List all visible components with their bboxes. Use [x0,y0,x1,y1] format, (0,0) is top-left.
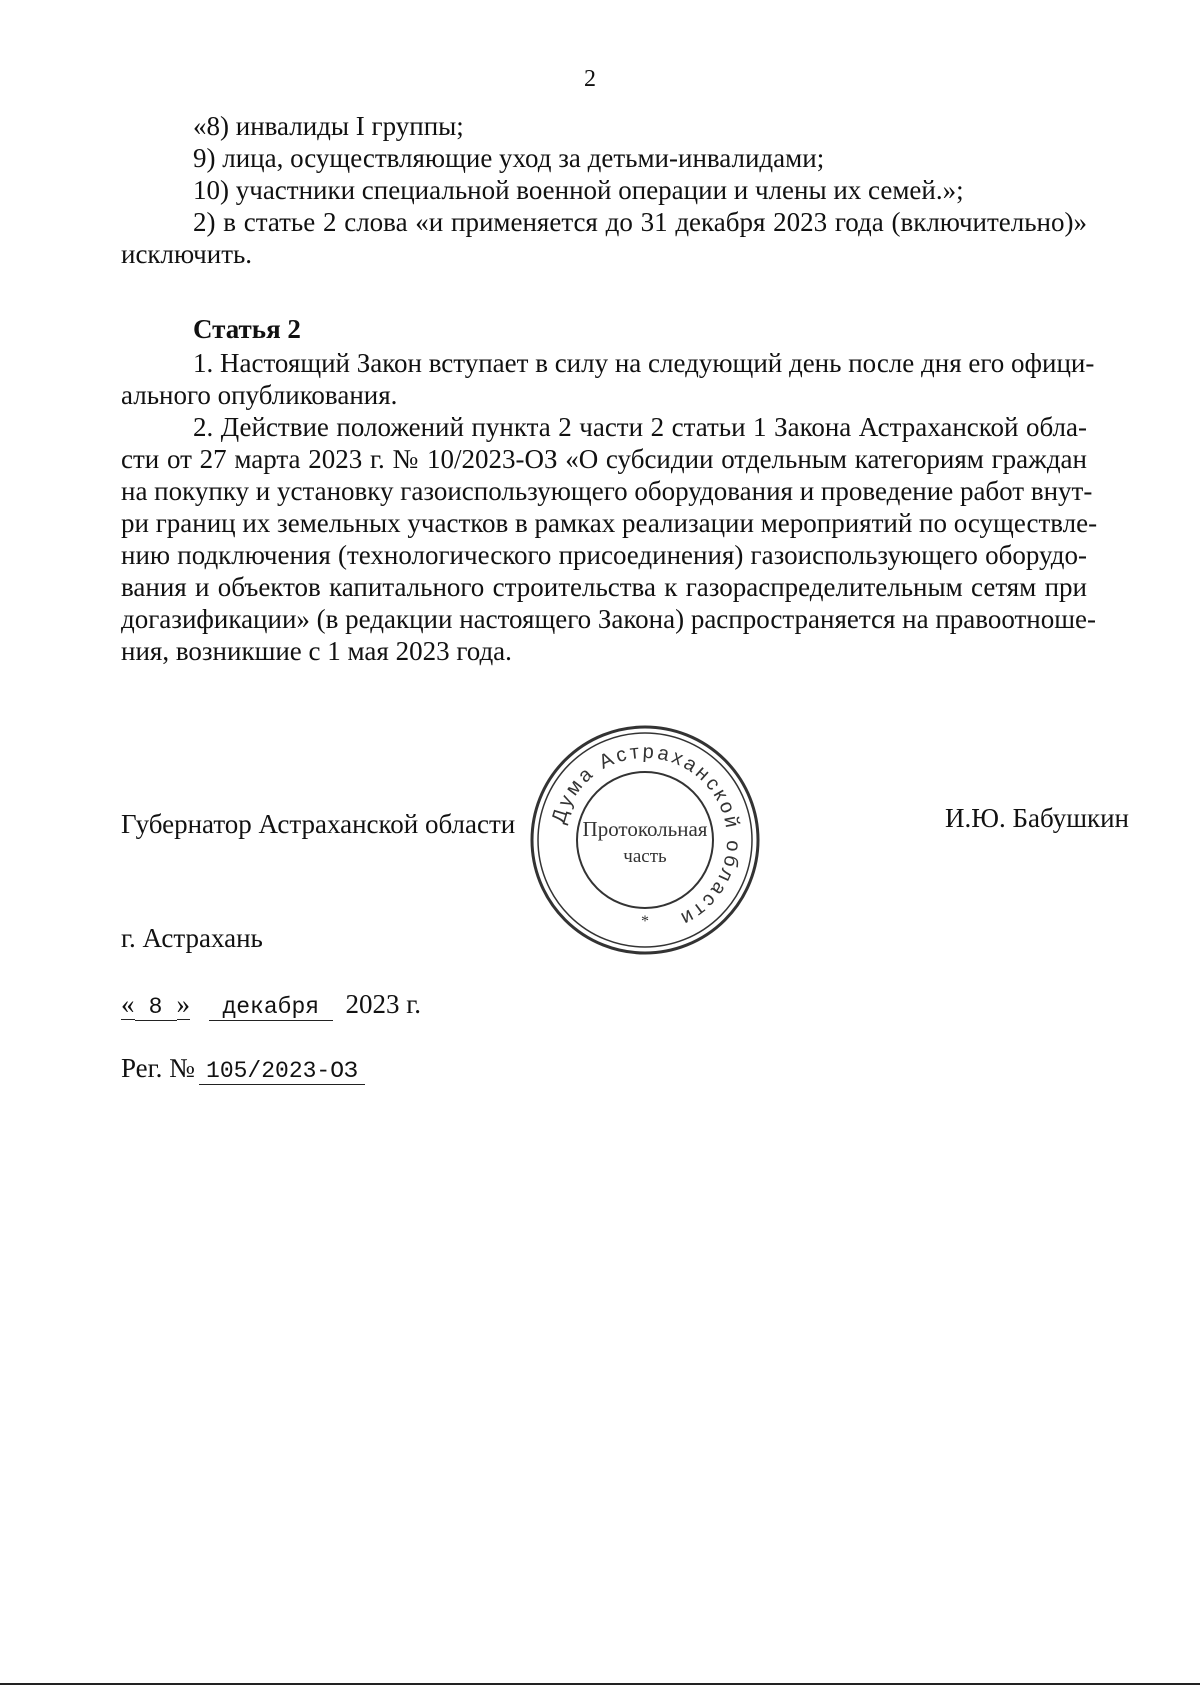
para2-line: нию подключения (технологического присоединения) газоиспользующего оборудо- [121,540,1087,570]
item2-line: исключить. [121,239,253,269]
date-open-quote: « [121,989,135,1019]
para2-line: ри границ их земельных участков в рамках реализации мероприятий по осуществле- [121,508,1098,538]
para2-line: ния, возникшие с 1 мая 2023 года. [121,636,512,666]
signature-title: Губернатор Астраханской области [121,809,516,839]
para2-line: сти от 27 марта 2023 г. № 10/2023-ОЗ «О субсидии отдельным категориям граждан [121,444,1087,474]
date-line [121,988,421,1021]
para2-line: 2. Действие положений пункта 2 части 2 статьи 1 Закона Астраханской обла- [193,412,1087,442]
article-heading: Статья 2 [193,314,301,344]
stamp-center-line: часть [623,846,667,867]
date-year: 2023 г. [345,989,422,1019]
para2-line: догазификации» (в редакции настоящего Закона) распространяется на правоотноше- [121,604,1096,634]
reg-line [121,1052,365,1085]
reg-number: 105/2023-ОЗ [199,1058,365,1085]
date-day: 8 [135,994,177,1021]
item2-line: 2) в статье 2 слова «и применяется до 31 декабря 2023 года (включительно)» [193,207,1087,237]
stamp-ring-text: Дума Астраханской области [547,740,745,931]
seal-stamp [525,720,765,960]
date-month: декабря [209,994,333,1021]
signature-name: И.Ю. Бабушкин [945,803,1130,833]
para1-line: 1. Настоящий Закон вступает в силу на следующий день после дня его офици- [193,348,1095,378]
para1-line: ального опубликования. [121,380,398,410]
stamp-star: * [641,913,649,930]
date-close-quote: » [176,989,190,1019]
city: г. Астрахань [121,923,263,953]
list-item: 9) лица, осуществляющие уход за детьми-инвалидами; [193,143,825,173]
list-item: 10) участники специальной военной операции и члены их семей.»; [193,175,964,205]
bottom-divider [0,1683,1200,1685]
stamp-center-line: Протокольная [582,817,708,841]
page-number: 2 [584,66,596,92]
para2-line: на покупку и установку газоиспользующего оборудования и проведение работ внут- [121,476,1093,506]
list-item: «8) инвалиды I группы; [193,111,464,141]
para2-line: вания и объектов капитального строительства к газораспределительным сетям при [121,572,1087,602]
reg-label: Рег. № [121,1053,195,1083]
